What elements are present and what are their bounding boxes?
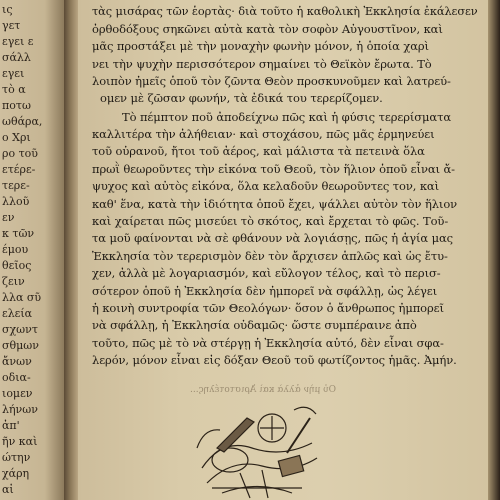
left-page-line: ελεία [2, 307, 33, 320]
left-page [0, 0, 64, 500]
text-line: μᾶς προστάξει μὲ τὴν μοναχὴν φωνὴν μόνον, ἡ ὁποία χαρὶ [92, 39, 429, 53]
text-line: τα μοῦ φαίνονται νὰ σὲ φθάνουν νὰ λογιάσῃς, πῶς ἡ ἁγία μας [92, 231, 454, 245]
left-page-line: λήνων [2, 403, 38, 416]
text-line: καὶ χαίρεται πῶς μισεύει τὸ σκότος, καὶ ἔρχεται τὸ φῶς. Τοῦ- [92, 214, 449, 228]
text-line: σότερον ὁποῦ ἡ Ἐκκλησία δὲν ἠμπορεῖ νὰ σφάλλῃ, ὡς λέγει [92, 284, 438, 298]
left-page-line: σχωντ [2, 323, 38, 336]
left-page-line: ώτην [2, 451, 31, 464]
tailpiece-vignette-icon [192, 388, 322, 500]
left-page-line: ιομεν [2, 387, 33, 400]
text-line: Τὸ πέμπτον ποῦ ἀποδείχνω πῶς καὶ ἡ φύσις τερερίσματα [122, 110, 452, 124]
left-page-line: τὸ α [2, 83, 26, 96]
left-page-line: θεῖος [2, 259, 32, 272]
left-page-line: λλα σῦ [2, 291, 42, 304]
left-page-line: σάλλ [2, 51, 31, 64]
bleed-through-text: Οὐ μὴν ἀλλὰ καὶ Ἀριστοτέλης... [190, 385, 337, 395]
left-page-line: ετέρε- [2, 163, 36, 176]
left-page-line: κ τῶν [2, 227, 35, 240]
left-page-line: ῆν καὶ [2, 435, 38, 448]
left-page-line: ις [2, 3, 13, 16]
text-line: καθ' ἕνα, κατὰ τὴν ἰδιότητα ὁποῦ ἔχει, ψάλλει αὐτὸν τὸν ἥλιον [92, 197, 458, 211]
left-page-line: εγει [2, 67, 25, 80]
text-line: χεν, ἀλλὰ μὲ λογαριασμόν, καὶ εὔλογον τέλος, καὶ τὸ περισ- [92, 266, 441, 280]
page-edge [488, 0, 500, 500]
left-page-line: λλοῦ [2, 195, 30, 208]
left-page-line: αἱ [2, 483, 14, 496]
text-line: λοιπὸν ἠμεῖς ὁποῦ τὸν ζῶντα Θεὸν προσκυνοῦμεν καὶ λατρεύ- [92, 74, 451, 88]
left-page-line: ποτω [2, 99, 31, 112]
book-gutter [64, 0, 78, 500]
text-line: καλλιτέρα τὴν ἀλήθειαν· καὶ στοχάσου, πῶς μᾶς ἑρμηνεύει [92, 127, 435, 141]
left-page-line: ζειν [2, 275, 25, 288]
text-line: νὰ σφάλλῃ, ἡ Ἐκκλησία οὐδαμῶς· ὥστε συμπέραινε ἀπὸ [92, 318, 417, 332]
text-line: τὰς μισάρας τῶν ἑορτὰς· διὰ τοῦτο ἡ καθολικὴ Ἐκκλησία ἐκάλεσεν [92, 4, 478, 18]
left-page-line: ρο τοῦ [2, 147, 38, 160]
text-line: ἡ κοινὴ συντροφία τῶν Θεολόγων· ὅσον ὁ ἄνθρωπος ἠμπορεῖ [92, 301, 444, 315]
left-page-line: ωθάρα, [2, 115, 43, 128]
text-line: Ἐκκλησία τὸν τερερισμὸν δὲν τὸν ἄρχισεν ἁπλῶς καὶ ὡς ἔτυ- [92, 249, 448, 263]
text-line: τοῦτο, πῶς μὲ τὸ νὰ στέργῃ ἡ Ἐκκλησία αὐτό, δὲν εἶναι σφα- [92, 336, 444, 350]
text-line: πρωῒ θεωροῦντες τὴν εἰκόνα τοῦ Θεοῦ, τὸν ἥλιον ὁποῦ εἶναι ἄ- [92, 162, 455, 176]
left-page-line: εγει ε [2, 35, 34, 48]
left-page-line: γετ [2, 19, 21, 32]
text-line: ὀρθοδόξους σηκῶνει αὐτὰ κατὰ τὸν σοφὸν Αὐγουστῖνον, καὶ [92, 22, 443, 36]
left-page-line: τερε- [2, 179, 30, 192]
text-line: λερόν, μόνον εἶναι εἰς δόξαν Θεοῦ τοῦ φωτίζοντος ἡμᾶς. Ἀμήν. [92, 353, 457, 367]
left-page-line: σθμων [2, 339, 39, 352]
left-page-line: οδια- [2, 371, 31, 384]
left-page-line: ἀπ' [2, 419, 20, 432]
left-page-line: εν [2, 211, 15, 224]
left-page-line: χάρη [2, 467, 30, 480]
text-line: νει τὴν ψυχὴν περισσότερον σημαίνει τὸ Θεϊκὸν ἔρωτα. Τὸ [92, 57, 432, 71]
left-page-line: ἄνων [2, 355, 32, 368]
left-page-line: ο Χρι [2, 131, 31, 144]
text-line: ομεν μὲ ζῶσαν φωνήν, τὰ ἐδικά του τερερίζομεν. [100, 91, 383, 105]
text-line: τοῦ οὐρανοῦ, ἤτοι τοῦ ἀέρος, καὶ μάλιστα τὰ πετεινὰ ὅλα [92, 144, 425, 158]
text-line: ψυχος καὶ αὐτὸς εἰκόνα, ὅλα κελαδοῦν θεωροῦντες τον, καὶ [92, 179, 440, 193]
left-page-line: έμου [2, 243, 29, 256]
